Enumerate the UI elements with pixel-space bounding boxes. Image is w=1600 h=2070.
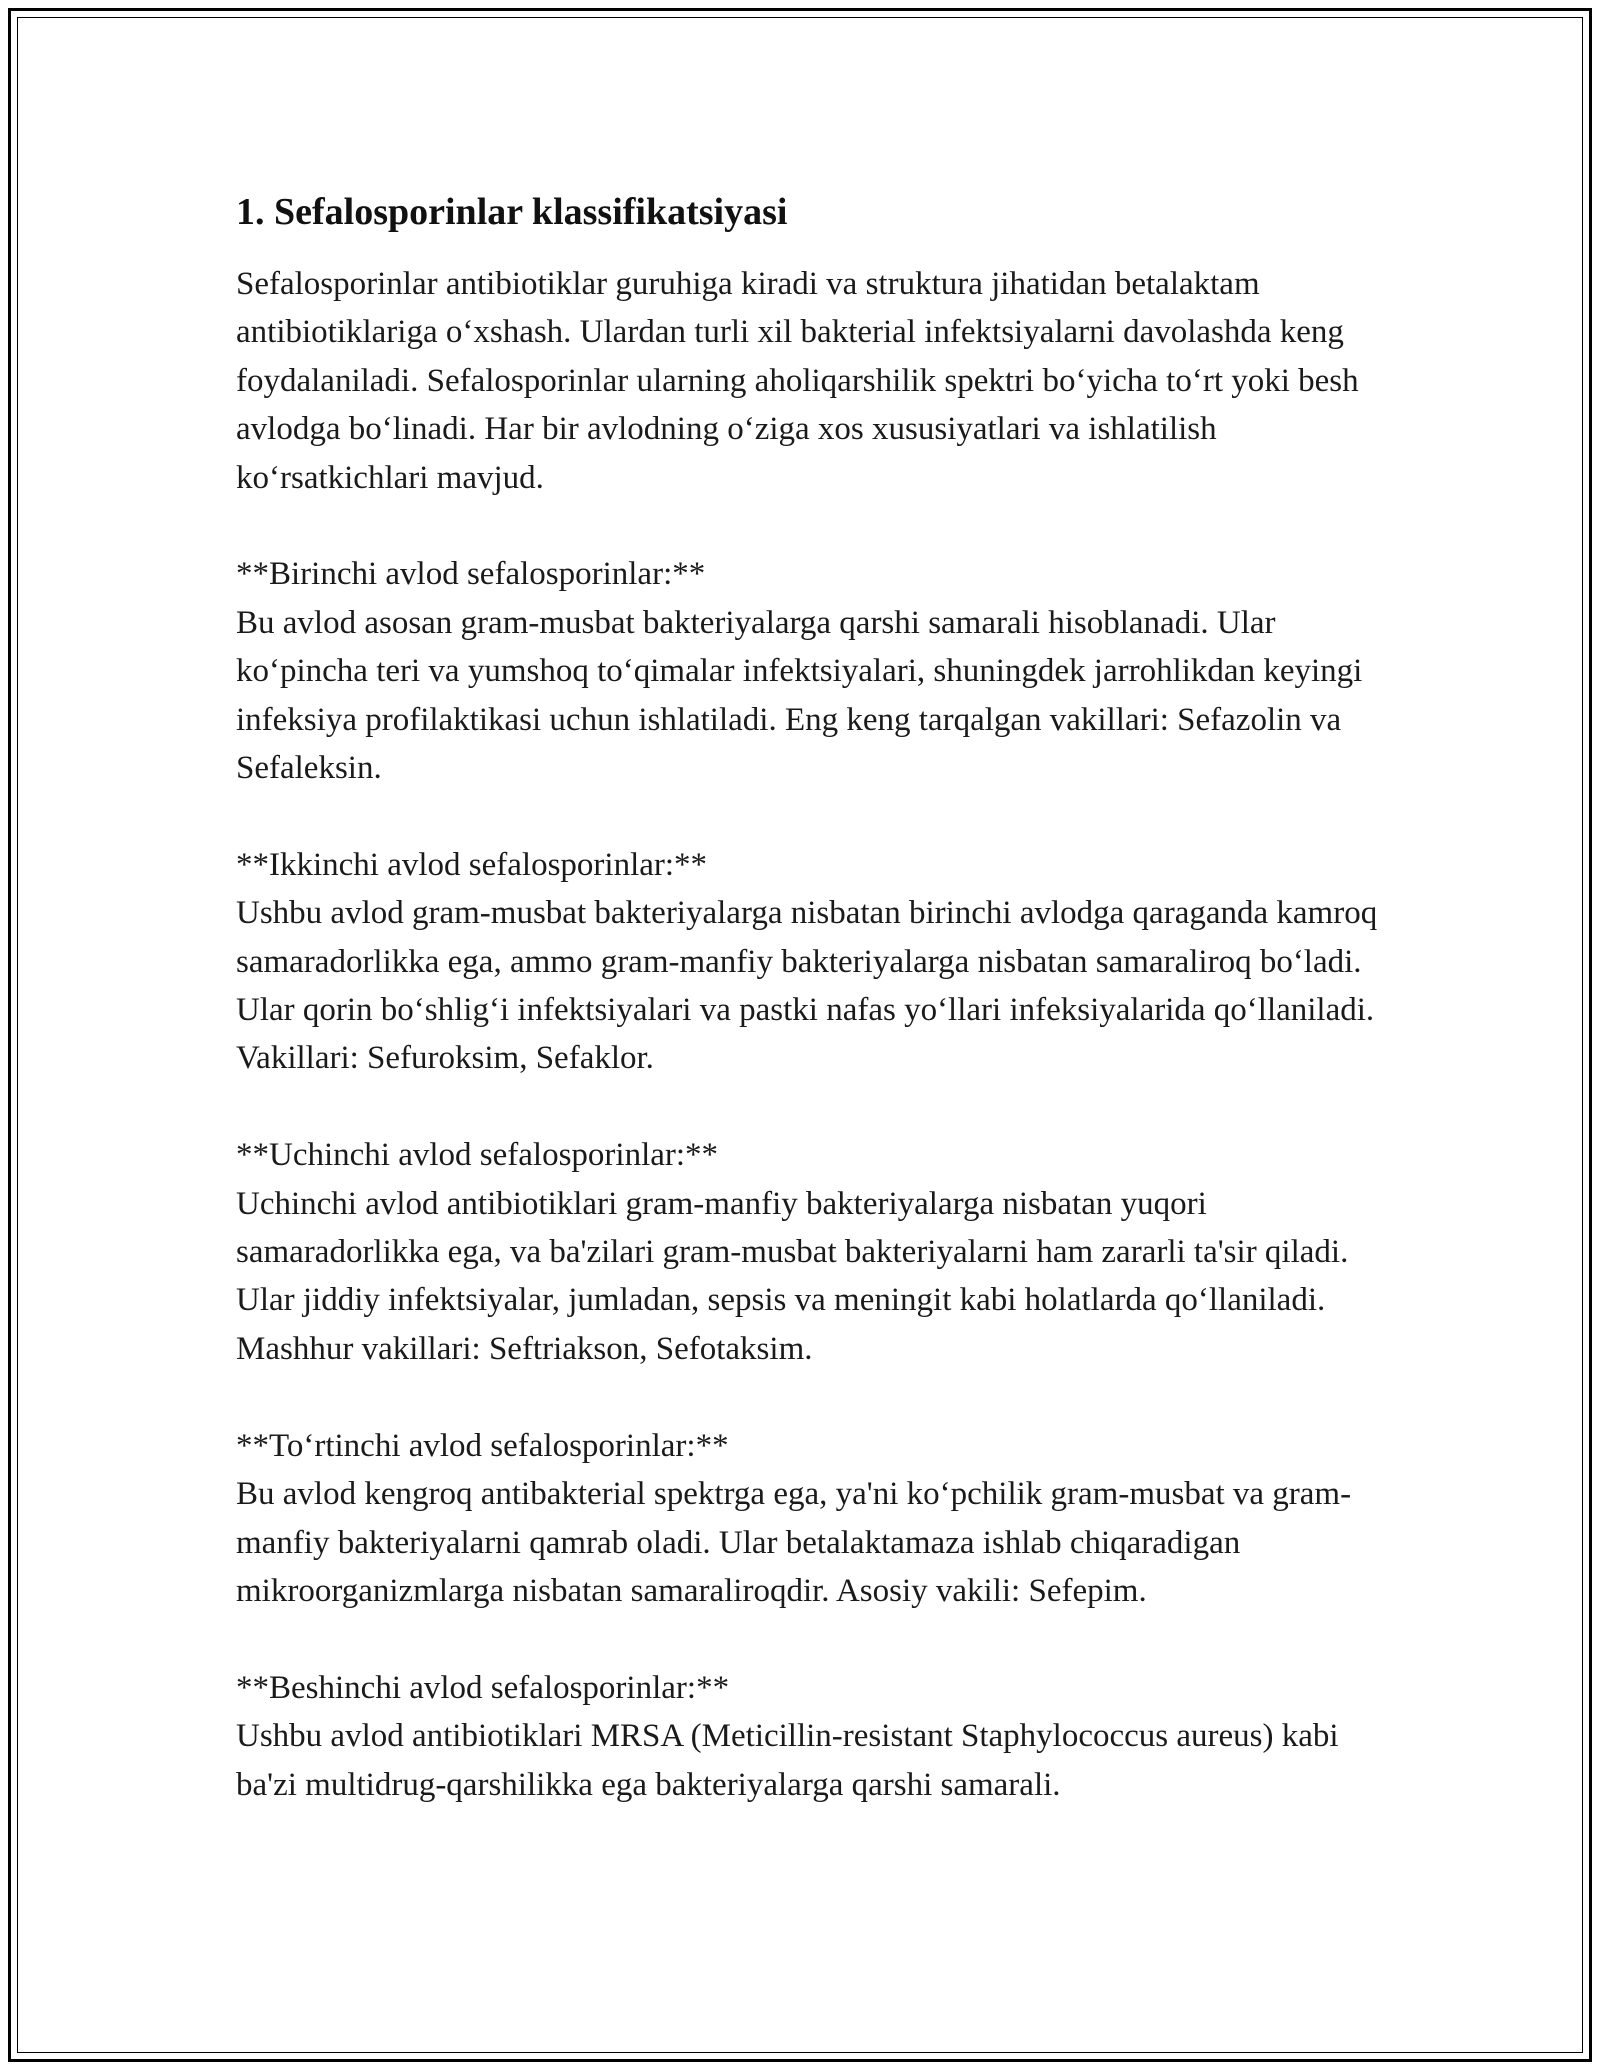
section-body: Uchinchi avlod antibiotiklari gram-manfiy bakteriyalarga nisbatan yuqori samaradorlikka ega, va ba'zilari gram-musbat bakteriyalarni ham zararli ta'sir qiladi. Ular jiddiy infektsiyalar, jumladan, sepsis va meningit kabi holatlarda qo‘llaniladi. Mashhur vakillari: Seftriakson, Sefotaksim. [236,1185,1349,1367]
section-body: Ushbu avlod antibiotiklari MRSA (Meticillin-resistant Staphylococcus aureus) kabi ba'zi multidrug-qarshilikka ega bakteriyalarga qarshi samarali. [236,1718,1339,1803]
section-fifth-generation [236,1664,1386,1809]
section-body: Ushbu avlod gram-musbat bakteriyalarga nisbatan birinchi avlodga qaraganda kamroq samaradorlikka ega, ammo gram-manfiy bakteriyalarga nisbatan samaraliroq bo‘ladi. Ular qorin bo‘shlig‘i infektsiyalari va pastki nafas yo‘llari infeksiyalarida qo‘llaniladi. Vakillari: Sefuroksim, Sefaklor. [236,895,1378,1077]
section-first-generation [236,550,1386,792]
section-body: Bu avlod kengroq antibakterial spektrga ega, ya'ni ko‘pchilik gram-musbat va gram-manfiy bakteriyalarni qamrab oladi. Ular betalaktamaza ishlab chiqaradigan mikroorganizmlarga nisbatan samaraliroqdir. Asosiy vakili: Sefepim. [236,1476,1352,1609]
page-title: 1. Sefalosporinlar klassifikatsiyasi [236,191,788,233]
section-heading: **Ikkinchi avlod sefalosporinlar:** [236,846,708,883]
section-heading: **Birinchi avlod sefalosporinlar:** [236,556,706,593]
section-second-generation [236,841,1386,1083]
section-heading: **Uchinchi avlod sefalosporinlar:** [236,1137,719,1174]
section-third-generation [236,1131,1386,1373]
section-heading: **To‘rtinchi avlod sefalosporinlar:** [236,1427,729,1464]
section-body: Bu avlod asosan gram-musbat bakteriyalarga qarshi samarali hisoblanadi. Ular ko‘pincha teri va yumshoq to‘qimalar infektsiyalari, shuningdek jarrohlikdan keyingi infeksiya profilaktikasi uchun ishlatiladi. Eng keng tarqalgan vakillari: Sefazolin va Sefaleksin. [236,604,1363,787]
intro-paragraph: Sefalosporinlar antibiotiklar guruhiga kiradi va struktura jihatidan betalaktam antibiotiklariga o‘xshash. Ulardan turli xil bakterial infektsiyalarni davolashda keng foydalaniladi. Sefalosporinlar ularning aholiqarshilik spektri bo‘yicha to‘rt yoki besh avlodga bo‘linadi. Har bir avlodning o‘ziga xos xususiyatlari va ishlatilish ko‘rsatkichlari mavjud. [236,266,1359,496]
section-heading: **Beshinchi avlod sefalosporinlar:** [236,1669,730,1706]
document-content [236,186,1386,1809]
section-fourth-generation [236,1422,1386,1616]
